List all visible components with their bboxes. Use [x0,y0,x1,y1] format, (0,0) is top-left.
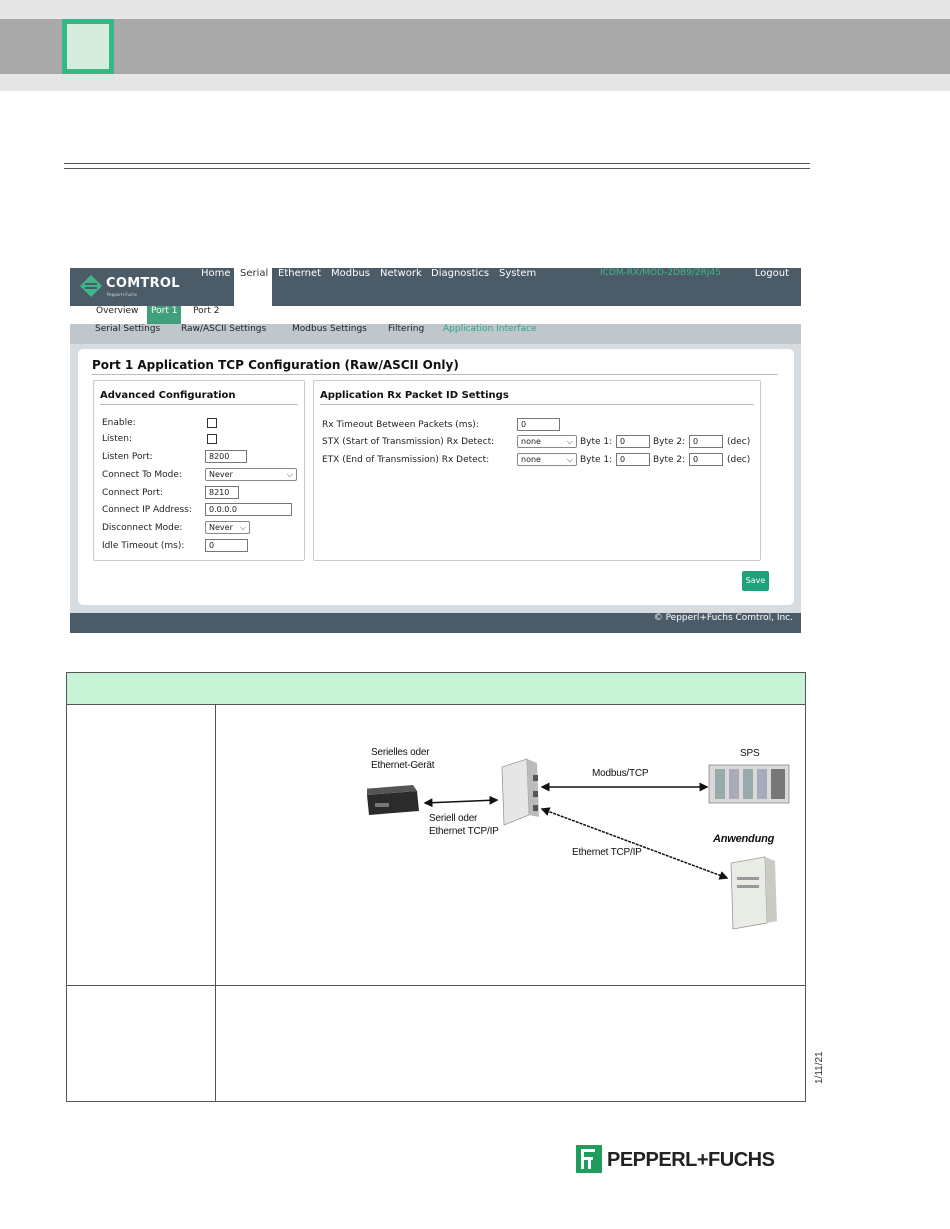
link-label-1: Seriell oder [429,813,478,824]
brand-name: COMTROL [106,276,180,291]
nav-ethernet[interactable]: Ethernet [278,268,322,279]
ui-footer [70,613,801,633]
rx-timeout-label: Rx Timeout Between Packets (ms): [322,420,479,430]
rx-packet-box [313,380,761,561]
pepperl-fuchs-logo [576,1145,806,1175]
serial-device-label-2: Ethernet-Gerät [371,760,435,771]
logout-link[interactable]: Logout [754,268,789,279]
etx-value: none [521,455,541,464]
etx-byte2-label: Byte 2: [653,455,686,465]
side-date: 1/11/21 [814,1051,825,1084]
rx-timeout-input[interactable]: 0 [517,418,560,431]
connect-mode-select[interactable] [205,468,297,481]
idle-timeout-input[interactable]: 0 [205,539,248,552]
header-band-dark [0,19,950,74]
pf-mark-glyph [576,1145,602,1173]
disconnect-mode-label: Disconnect Mode: [102,523,183,533]
enable-label: Enable: [102,418,136,428]
tab-port-2[interactable]: Port 2 [193,306,220,316]
nav-home[interactable]: Home [201,268,231,279]
link-label-2: Ethernet TCP/IP [429,826,499,837]
table-header [67,673,805,705]
network-diagram [367,747,797,943]
stx-select[interactable] [517,435,577,448]
save-button[interactable]: Save [742,571,769,591]
tab-application-interface[interactable]: Application Interface [443,324,537,334]
chevron-down-icon: ⌵ [286,470,293,479]
modbus-tcp-label: Modbus/TCP [592,768,649,779]
config-panel [78,349,794,605]
nav-modbus[interactable]: Modbus [331,268,370,279]
tab-modbus-settings[interactable]: Modbus Settings [292,324,367,334]
disconnect-mode-value: Never [209,523,233,532]
stx-byte2-label: Byte 2: [653,437,686,447]
nav-serial[interactable]: Serial [234,268,272,306]
settings-tabs [70,324,801,344]
description-table [66,672,806,1102]
advanced-config-title: Advanced Configuration [100,390,236,401]
tab-port-1[interactable]: Port 1 [147,306,181,324]
connect-ip-input[interactable]: 0.0.0.0 [205,503,292,516]
copyright-text: © Pepperl+Fuchs Comtrol, Inc. [653,613,793,623]
advanced-config-box [93,380,305,561]
tab-raw-ascii-settings[interactable]: Raw/ASCII Settings [181,324,267,334]
comtrol-logo[interactable] [78,273,188,301]
advanced-config-rule [100,404,298,405]
tab-overview[interactable]: Overview [96,306,139,316]
connect-mode-value: Never [209,470,233,479]
enable-checkbox[interactable] [207,418,217,428]
connect-mode-label: Connect To Mode: [102,470,182,480]
connect-ip-label: Connect IP Address: [102,505,192,515]
etx-byte2-input[interactable]: 0 [689,453,723,466]
table-column-divider [215,705,216,1101]
nav-system[interactable]: System [499,268,537,279]
listen-checkbox[interactable] [207,434,217,444]
listen-port-label: Listen Port: [102,452,153,462]
panel-title: Port 1 Application TCP Configuration (Raw/ASCII Only) [92,358,459,372]
tab-serial-settings[interactable]: Serial Settings [95,324,161,334]
etx-dec-label: (dec) [727,455,751,465]
etx-select[interactable] [517,453,577,466]
title-rule-bottom [64,168,810,169]
device-name: ICDM-RX/MOD-2DB9/2RJ45 [599,268,721,278]
stx-value: none [521,437,541,446]
table-row-divider [67,985,805,986]
etx-label: ETX (End of Transmission) Rx Detect: [322,455,490,465]
panel-title-rule [92,374,778,375]
stx-byte1-label: Byte 1: [580,437,613,447]
stx-byte1-input[interactable]: 0 [616,435,650,448]
title-rule-top [64,163,810,164]
top-nav [70,268,801,306]
rx-packet-title: Application Rx Packet ID Settings [320,390,509,401]
application-label: Anwendung [713,833,775,845]
etx-byte1-label: Byte 1: [580,455,613,465]
connect-port-input[interactable]: 8210 [205,486,239,499]
stx-dec-label: (dec) [727,437,751,447]
etx-byte1-input[interactable]: 0 [616,453,650,466]
brand-sub: Pepperl+Fuchs [107,292,137,297]
header-logo-square-inner [67,24,109,69]
stx-label: STX (Start of Transmission) Rx Detect: [322,437,495,447]
serial-device-label-1: Serielles oder [371,747,430,758]
chevron-down-icon: ⌵ [239,523,246,532]
nav-network[interactable]: Network [380,268,422,279]
application-pc-icon [731,857,777,929]
stx-byte2-input[interactable]: 0 [689,435,723,448]
rx-packet-rule [320,404,754,405]
comtrol-diamond-icon [80,275,102,297]
listen-port-input[interactable]: 8200 [205,450,247,463]
nav-diagnostics[interactable]: Diagnostics [431,268,490,279]
serial-device-icon [367,785,419,815]
gateway-device-icon [502,759,539,825]
tab-filtering[interactable]: Filtering [388,324,425,334]
connect-port-label: Connect Port: [102,488,163,498]
ethernet-tcp-label: Ethernet TCP/IP [572,847,642,858]
port-tabs [70,306,801,324]
chevron-down-icon: ⌵ [566,437,573,446]
sps-label: SPS [740,748,760,759]
idle-timeout-label: Idle Timeout (ms): [102,541,185,551]
chevron-down-icon: ⌵ [566,455,573,464]
plc-device-icon [709,765,789,803]
pf-mark-icon [576,1145,602,1173]
listen-label: Listen: [102,434,133,444]
pf-logo-text: PEPPERL+FUCHS [607,1149,775,1171]
web-ui [70,268,801,633]
disconnect-mode-select[interactable] [205,521,250,534]
